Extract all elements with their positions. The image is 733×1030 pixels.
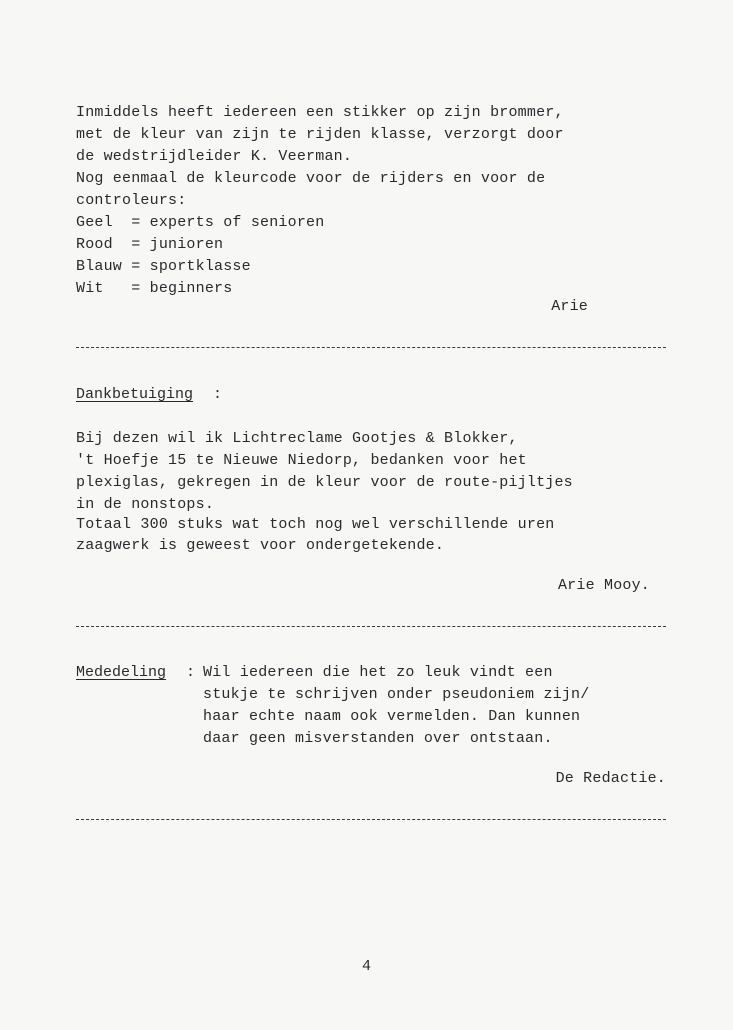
signature: Arie xyxy=(551,298,588,315)
color-code-line: Rood = junioren xyxy=(76,236,224,253)
paragraph-line: plexiglas, gekregen in de kleur voor de route-pijltjes xyxy=(76,474,573,491)
paragraph-line: Inmiddels heeft iedereen een stikker op zijn brommer, xyxy=(76,104,564,121)
color-code-line: Wit = beginners xyxy=(76,280,233,297)
paragraph-line: controleurs: xyxy=(76,192,187,209)
paragraph-line: daar geen misverstanden over ontstaan. xyxy=(203,730,553,747)
color-code-line: Blauw = sportklasse xyxy=(76,258,251,275)
signature: Arie Mooy. xyxy=(557,577,650,594)
paragraph-line: Wil iedereen die het zo leuk vindt een xyxy=(203,664,553,681)
heading-text: Mededeling xyxy=(76,664,167,681)
heading-text: Dankbetuiging xyxy=(76,386,194,403)
section-heading xyxy=(76,384,193,405)
heading-colon: : xyxy=(186,664,196,681)
paragraph-line: stukje te schrijven onder pseudoniem zijn/ xyxy=(203,686,590,703)
paragraph-line: de wedstrijdleider K. Veerman. xyxy=(76,148,353,165)
paragraph-line: Totaal 300 stuks wat toch nog wel verschillende uren xyxy=(76,516,555,533)
dashed-divider xyxy=(76,626,666,627)
paragraph-line: in de nonstops. xyxy=(76,496,215,513)
paragraph-line: Nog eenmaal de kleurcode voor de rijders en voor de xyxy=(76,170,546,187)
heading-colon: : xyxy=(213,386,223,403)
section-heading xyxy=(76,662,166,683)
color-code-line: Geel = experts of senioren xyxy=(76,214,325,231)
page-number: 4 xyxy=(361,958,371,975)
signature: De Redactie. xyxy=(555,770,666,787)
paragraph-line: 't Hoefje 15 te Nieuwe Niedorp, bedanken voor het xyxy=(76,452,527,469)
paragraph-line: zaagwerk is geweest voor ondergetekende. xyxy=(76,537,445,554)
paragraph-line: met de kleur van zijn te rijden klasse, verzorgt door xyxy=(76,126,564,143)
dashed-divider xyxy=(76,347,666,348)
paragraph-line: Bij dezen wil ik Lichtreclame Gootjes & Blokker, xyxy=(76,430,518,447)
paragraph-line: haar echte naam ook vermelden. Dan kunnen xyxy=(203,708,581,725)
dashed-divider xyxy=(76,819,666,820)
